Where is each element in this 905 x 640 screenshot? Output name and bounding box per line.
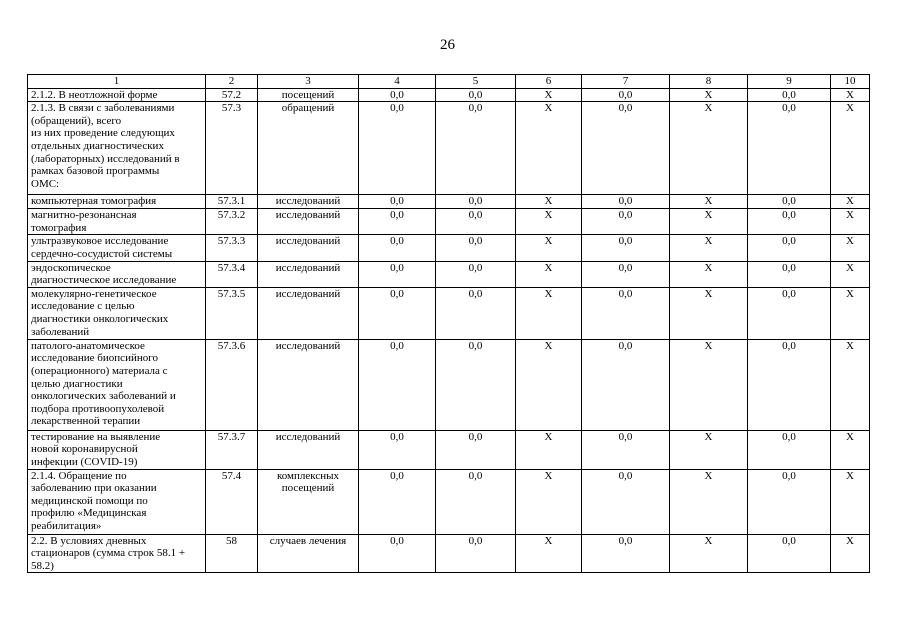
row-code-cell: 57.3.6 [206, 339, 258, 430]
row-unit-cell: исследований [258, 209, 359, 235]
row-value-cell: X [831, 430, 870, 469]
row-name-cell: 2.1.2. В неотложной форме [28, 88, 206, 102]
row-value-cell: X [670, 235, 748, 261]
row-value-cell: 0,0 [748, 235, 831, 261]
row-code-cell: 57.3 [206, 102, 258, 195]
header-cell: 9 [748, 75, 831, 89]
row-value-cell: X [516, 339, 582, 430]
row-value-cell: X [831, 534, 870, 573]
header-cell: 8 [670, 75, 748, 89]
row-name-cell: 2.1.3. В связи с заболеваниями (обращений), всего из них проведение следующих отдельных диагностических (лабораторных) исследований в рамках базовой программы ОМС: [28, 102, 206, 195]
row-value-cell: X [831, 469, 870, 534]
row-value-cell: X [516, 209, 582, 235]
row-value-cell: 0,0 [436, 469, 516, 534]
row-value-cell: 0,0 [436, 102, 516, 195]
row-value-cell: 0,0 [582, 102, 670, 195]
row-unit-cell: исследований [258, 261, 359, 287]
table-row [28, 102, 870, 195]
table-row [28, 209, 870, 235]
row-value-cell: 0,0 [359, 195, 436, 209]
row-value-cell: X [670, 88, 748, 102]
table-row [28, 534, 870, 573]
row-value-cell: 0,0 [436, 430, 516, 469]
row-name-cell: 2.1.4. Обращение по заболеванию при оказании медицинской помощи по профилю «Медицинская реабилитация» [28, 469, 206, 534]
row-value-cell: X [831, 195, 870, 209]
row-value-cell: 0,0 [436, 287, 516, 339]
row-value-cell: 0,0 [582, 287, 670, 339]
row-value-cell: X [831, 102, 870, 195]
row-value-cell: X [670, 195, 748, 209]
header-cell: 6 [516, 75, 582, 89]
page-number: 26 [440, 37, 455, 53]
row-code-cell: 57.2 [206, 88, 258, 102]
row-value-cell: X [516, 88, 582, 102]
indicators-table [27, 74, 870, 573]
table-row [28, 195, 870, 209]
header-row [28, 75, 870, 89]
table-row [28, 339, 870, 430]
row-value-cell: 0,0 [582, 430, 670, 469]
row-code-cell: 58 [206, 534, 258, 573]
row-value-cell: 0,0 [748, 209, 831, 235]
header-cell: 1 [28, 75, 206, 89]
row-value-cell: 0,0 [436, 261, 516, 287]
header-cell: 5 [436, 75, 516, 89]
row-code-cell: 57.3.3 [206, 235, 258, 261]
header-cell: 7 [582, 75, 670, 89]
header-cell: 10 [831, 75, 870, 89]
row-value-cell: X [670, 430, 748, 469]
row-value-cell: 0,0 [748, 534, 831, 573]
row-unit-cell: исследований [258, 430, 359, 469]
row-value-cell: 0,0 [436, 339, 516, 430]
row-value-cell: X [670, 534, 748, 573]
row-unit-cell: исследований [258, 339, 359, 430]
row-unit-cell: исследований [258, 195, 359, 209]
row-value-cell: X [670, 102, 748, 195]
row-value-cell: 0,0 [582, 469, 670, 534]
row-value-cell: 0,0 [582, 534, 670, 573]
row-code-cell: 57.3.4 [206, 261, 258, 287]
row-value-cell: X [516, 469, 582, 534]
row-value-cell: X [670, 469, 748, 534]
header-cell: 2 [206, 75, 258, 89]
row-name-cell: магнитно-резонансная томография [28, 209, 206, 235]
table-row [28, 430, 870, 469]
row-name-cell: молекулярно-генетическое исследование с целью диагностики онкологических заболеваний [28, 287, 206, 339]
row-value-cell: X [831, 261, 870, 287]
row-value-cell: 0,0 [436, 235, 516, 261]
row-value-cell: 0,0 [436, 209, 516, 235]
row-name-cell: эндоскопическое диагностическое исследование [28, 261, 206, 287]
row-value-cell: X [516, 102, 582, 195]
row-value-cell: 0,0 [359, 209, 436, 235]
row-value-cell: 0,0 [436, 195, 516, 209]
row-value-cell: X [516, 430, 582, 469]
row-value-cell: 0,0 [359, 469, 436, 534]
row-code-cell: 57.3.1 [206, 195, 258, 209]
row-value-cell: X [831, 287, 870, 339]
row-code-cell: 57.4 [206, 469, 258, 534]
row-value-cell: X [516, 261, 582, 287]
row-value-cell: X [670, 287, 748, 339]
row-value-cell: 0,0 [436, 534, 516, 573]
row-name-cell: патолого-анатомическое исследование биопсийного (операционного) материала с целью диагностики онкологических заболеваний и подбора противоопухолевой лекарственной терапии [28, 339, 206, 430]
row-value-cell: X [516, 534, 582, 573]
row-value-cell: 0,0 [359, 339, 436, 430]
row-value-cell: 0,0 [582, 339, 670, 430]
row-value-cell: 0,0 [748, 287, 831, 339]
row-unit-cell: обращений [258, 102, 359, 195]
row-value-cell: 0,0 [436, 88, 516, 102]
table-row [28, 287, 870, 339]
row-value-cell: X [831, 339, 870, 430]
row-name-cell: компьютерная томография [28, 195, 206, 209]
row-value-cell: 0,0 [748, 469, 831, 534]
header-cell: 4 [359, 75, 436, 89]
row-name-cell: тестирование на выявление новой коронавирусной инфекции (COVID-19) [28, 430, 206, 469]
row-value-cell: 0,0 [359, 88, 436, 102]
row-value-cell: 0,0 [582, 209, 670, 235]
table-row [28, 235, 870, 261]
row-value-cell: 0,0 [359, 287, 436, 339]
table-row [28, 88, 870, 102]
row-value-cell: X [670, 209, 748, 235]
header-cell: 3 [258, 75, 359, 89]
row-value-cell: X [831, 209, 870, 235]
row-value-cell: X [516, 195, 582, 209]
row-value-cell: 0,0 [748, 195, 831, 209]
row-value-cell: 0,0 [359, 261, 436, 287]
row-value-cell: 0,0 [748, 430, 831, 469]
row-unit-cell: исследований [258, 287, 359, 339]
row-value-cell: 0,0 [359, 235, 436, 261]
row-name-cell: 2.2. В условиях дневных стационаров (сумма строк 58.1 + 58.2) [28, 534, 206, 573]
row-code-cell: 57.3.2 [206, 209, 258, 235]
row-value-cell: 0,0 [359, 534, 436, 573]
row-value-cell: 0,0 [359, 102, 436, 195]
row-code-cell: 57.3.5 [206, 287, 258, 339]
table-row [28, 261, 870, 287]
row-value-cell: 0,0 [748, 102, 831, 195]
row-value-cell: 0,0 [748, 339, 831, 430]
row-value-cell: X [516, 287, 582, 339]
row-value-cell: 0,0 [748, 88, 831, 102]
row-value-cell: 0,0 [582, 195, 670, 209]
row-value-cell: 0,0 [748, 261, 831, 287]
row-unit-cell: посещений [258, 88, 359, 102]
row-value-cell: 0,0 [359, 430, 436, 469]
row-value-cell: X [670, 261, 748, 287]
row-value-cell: X [670, 339, 748, 430]
row-value-cell: X [831, 235, 870, 261]
row-unit-cell: исследований [258, 235, 359, 261]
row-unit-cell: комплексных посещений [258, 469, 359, 534]
row-value-cell: 0,0 [582, 235, 670, 261]
row-unit-cell: случаев лечения [258, 534, 359, 573]
row-name-cell: ультразвуковое исследование сердечно-сосудистой системы [28, 235, 206, 261]
row-value-cell: 0,0 [582, 88, 670, 102]
row-code-cell: 57.3.7 [206, 430, 258, 469]
row-value-cell: X [516, 235, 582, 261]
row-value-cell: 0,0 [582, 261, 670, 287]
row-value-cell: X [831, 88, 870, 102]
table-row [28, 469, 870, 534]
